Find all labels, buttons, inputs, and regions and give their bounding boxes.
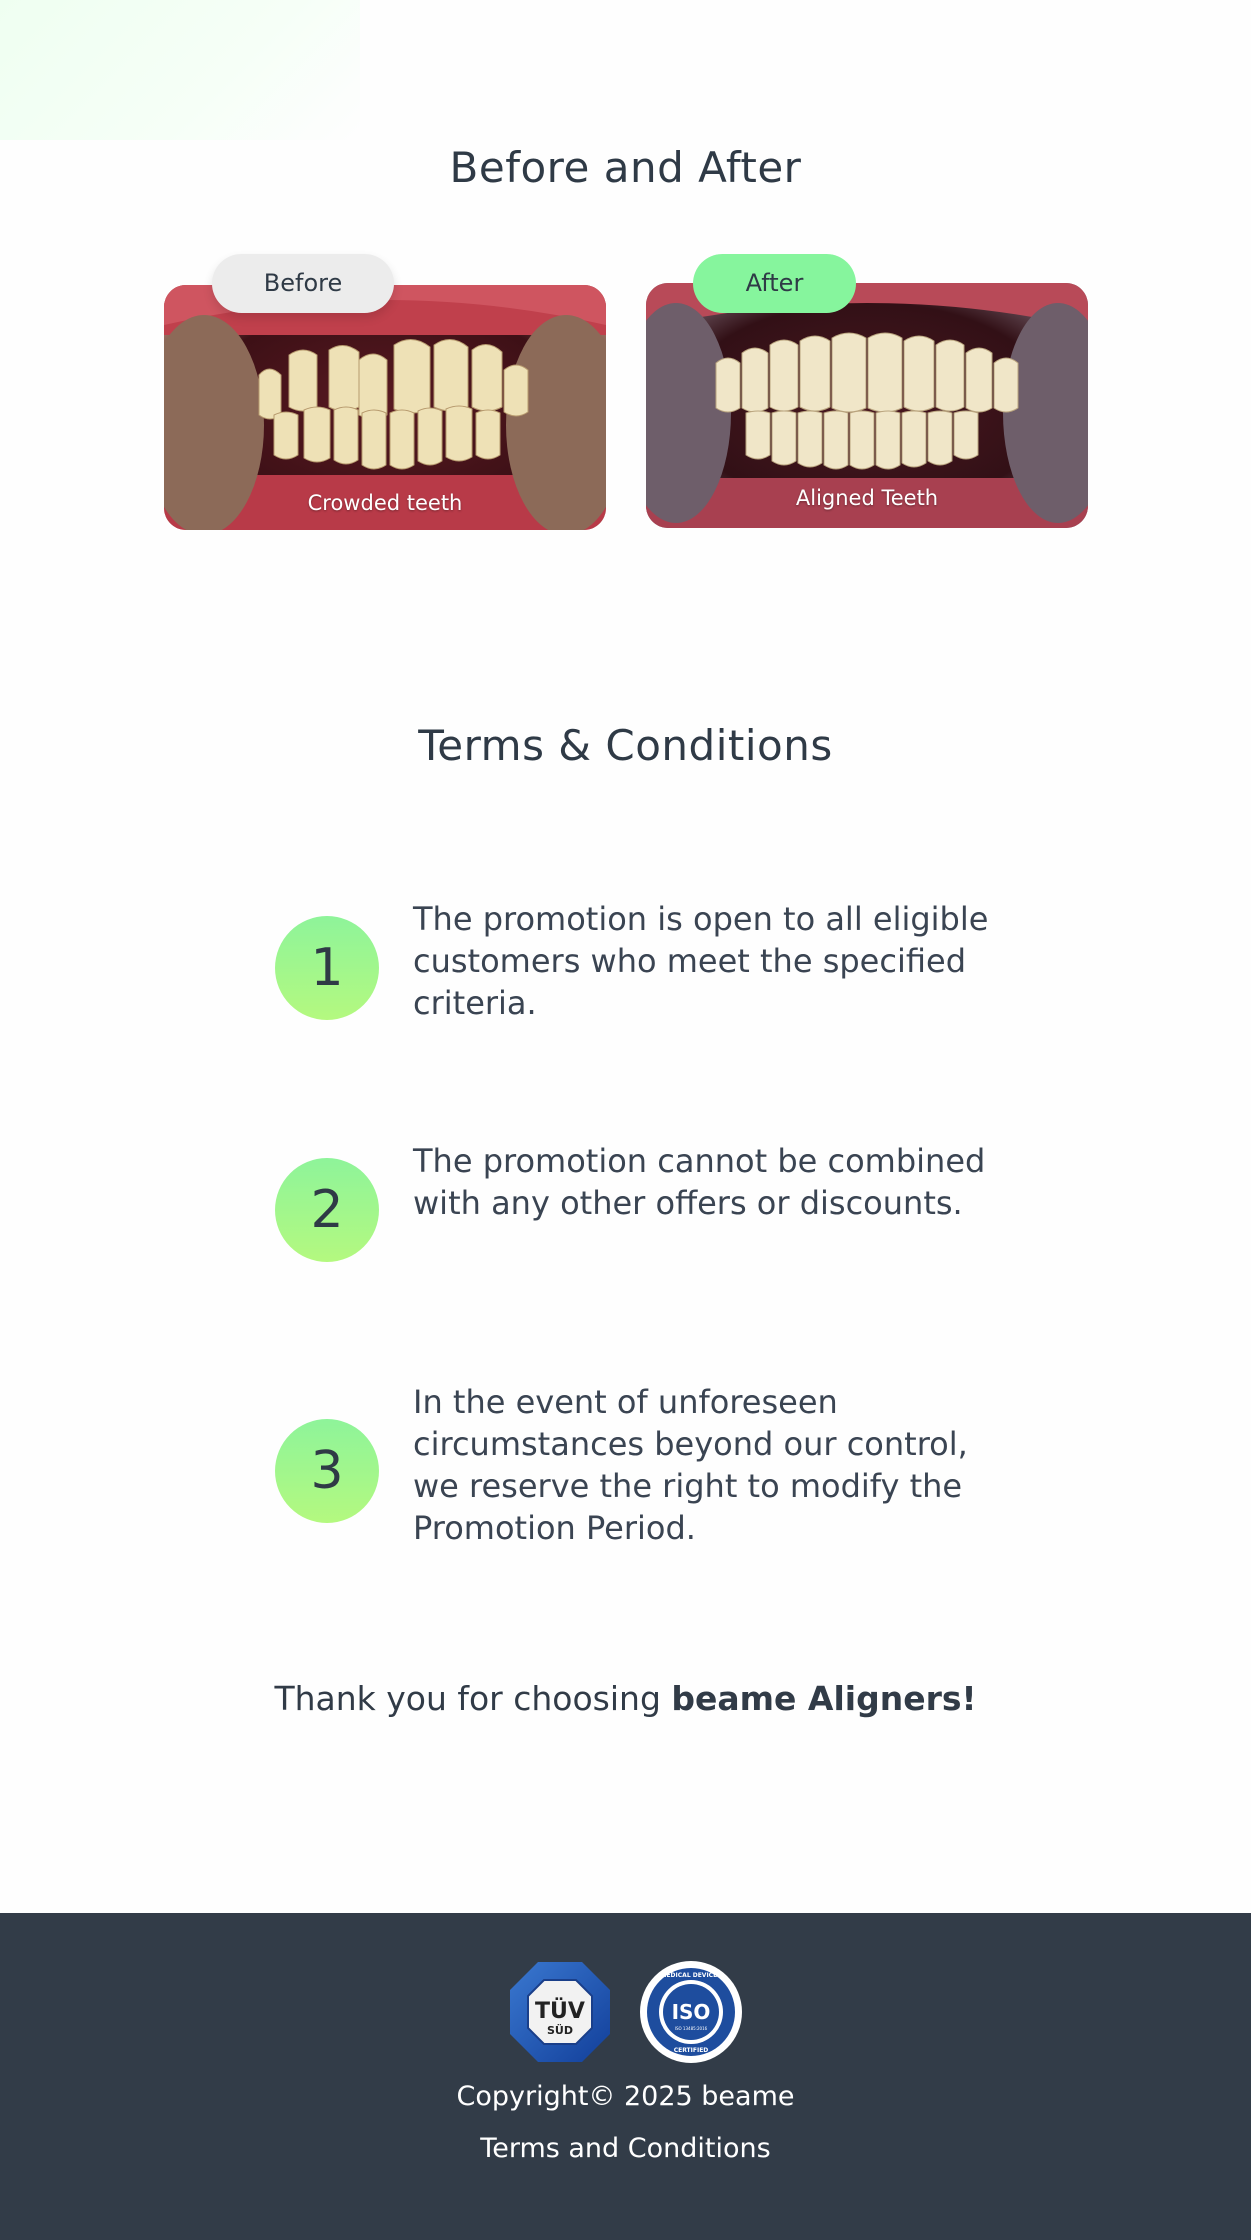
iso-medical-devices-icon (639, 1960, 743, 2064)
iso-ring-bottom-text: CERTIFIED (673, 2047, 709, 2054)
terms-title: Terms & Conditions (418, 721, 833, 770)
copyright-text: Copyright© 2025 beame (456, 2081, 795, 2112)
thank-you-message (0, 1679, 1251, 1718)
thank-you-prefix: Thank you for choosing (274, 1679, 672, 1718)
certification-badges (0, 1960, 1251, 2064)
term-text: In the event of unforeseen circumstances beyond our control, we reserve the right to modify the Promotion Period. (413, 1383, 968, 1547)
term-text: The promotion is open to all eligible customers who meet the specified criteria. (413, 900, 989, 1022)
iso-ring-top-text: MEDICAL DEVICES (660, 1972, 722, 1979)
after-tag: After (693, 254, 856, 313)
after-photo (646, 283, 1088, 528)
tuv-text: TÜV (535, 1999, 585, 2024)
term-number-badge: 1 (275, 916, 379, 1020)
brand-name: beame Aligners! (671, 1679, 977, 1718)
terms-and-conditions-link[interactable]: Terms and Conditions (480, 2133, 771, 2164)
before-tag: Before (212, 254, 394, 313)
corner-decoration (0, 0, 360, 140)
iso-text: ISO (671, 2000, 711, 2024)
site-footer (0, 1913, 1251, 2240)
before-caption: Crowded teeth (307, 491, 463, 515)
before-after-title: Before and After (449, 143, 802, 192)
sud-text: SÜD (546, 2024, 573, 2037)
after-caption: Aligned Teeth (795, 486, 939, 510)
before-photo (164, 285, 606, 530)
term-number-badge: 2 (275, 1158, 379, 1262)
term-number-badge: 3 (275, 1419, 379, 1523)
iso-standard-text: ISO 13485:2016 (674, 2026, 708, 2031)
term-text: The promotion cannot be combined with any other offers or discounts. (413, 1142, 986, 1222)
tuv-sud-certification-icon (508, 1960, 612, 2064)
